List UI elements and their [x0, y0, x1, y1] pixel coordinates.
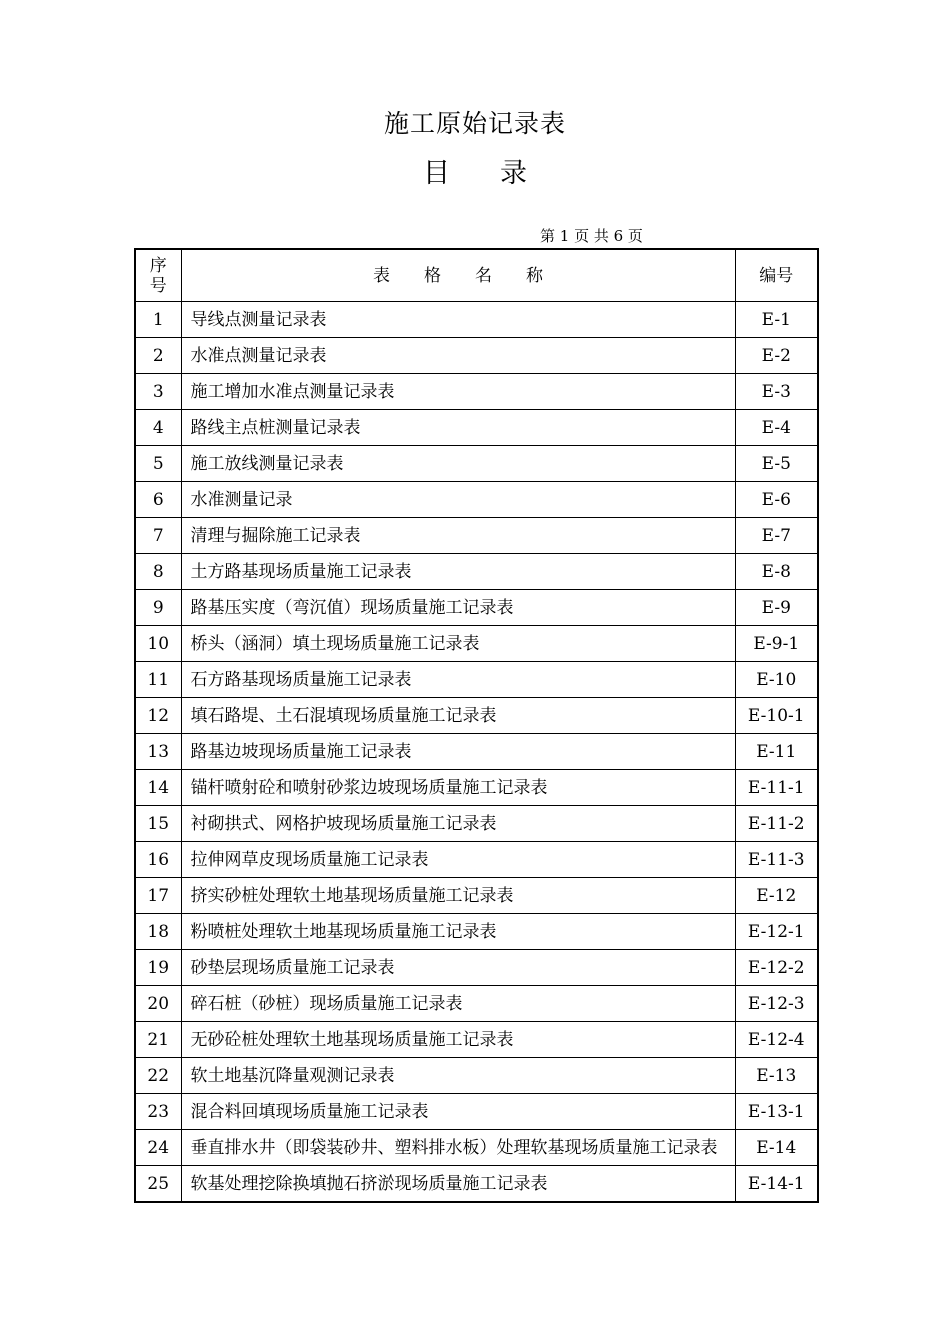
row-form-code: E-7 — [735, 518, 818, 554]
row-form-code: E-8 — [735, 554, 818, 590]
row-number: 25 — [135, 1166, 181, 1203]
subtitle-char: 录 — [500, 158, 527, 189]
row-form-name: 砂垫层现场质量施工记录表 — [181, 950, 735, 986]
row-form-name: 土方路基现场质量施工记录表 — [181, 554, 735, 590]
row-form-name: 路基边坡现场质量施工记录表 — [181, 734, 735, 770]
row-form-code: E-14 — [735, 1130, 818, 1166]
row-form-name: 填石路堤、土石混填现场质量施工记录表 — [181, 698, 735, 734]
table-row — [135, 518, 818, 554]
row-form-name: 软基处理挖除换填抛石挤淤现场质量施工记录表 — [181, 1166, 735, 1203]
table-row — [135, 482, 818, 518]
table-row — [135, 950, 818, 986]
row-form-code: E-12-1 — [735, 914, 818, 950]
table-row — [135, 662, 818, 698]
row-form-name: 水准测量记录 — [181, 482, 735, 518]
contents-table — [134, 248, 819, 1203]
table-row — [135, 554, 818, 590]
row-form-code: E-11-2 — [735, 806, 818, 842]
table-row — [135, 806, 818, 842]
row-form-code: E-10-1 — [735, 698, 818, 734]
row-form-name: 桥头（涵洞）填土现场质量施工记录表 — [181, 626, 735, 662]
row-number: 5 — [135, 446, 181, 482]
row-number: 13 — [135, 734, 181, 770]
row-number: 23 — [135, 1094, 181, 1130]
row-form-code: E-12-4 — [735, 1022, 818, 1058]
header-name-char: 名 — [475, 265, 492, 286]
row-number: 12 — [135, 698, 181, 734]
table-row — [135, 1166, 818, 1203]
row-form-name: 路线主点桩测量记录表 — [181, 410, 735, 446]
table-row — [135, 770, 818, 806]
row-number: 3 — [135, 374, 181, 410]
row-number: 9 — [135, 590, 181, 626]
table-row — [135, 338, 818, 374]
row-number: 22 — [135, 1058, 181, 1094]
table-body — [135, 302, 818, 1203]
table-row — [135, 302, 818, 338]
row-form-name: 路基压实度（弯沉值）现场质量施工记录表 — [181, 590, 735, 626]
row-form-code: E-6 — [735, 482, 818, 518]
row-form-code: E-9 — [735, 590, 818, 626]
row-form-name: 施工放线测量记录表 — [181, 446, 735, 482]
table-row — [135, 590, 818, 626]
header-name-char: 格 — [424, 265, 441, 286]
row-form-name: 挤实砂桩处理软土地基现场质量施工记录表 — [181, 878, 735, 914]
row-number: 6 — [135, 482, 181, 518]
table-row — [135, 842, 818, 878]
row-number: 20 — [135, 986, 181, 1022]
row-number: 21 — [135, 1022, 181, 1058]
row-form-code: E-13 — [735, 1058, 818, 1094]
row-number: 7 — [135, 518, 181, 554]
table-row — [135, 446, 818, 482]
row-form-name: 碎石桩（砂桩）现场质量施工记录表 — [181, 986, 735, 1022]
row-number: 8 — [135, 554, 181, 590]
header-number-label — [136, 256, 181, 296]
row-number: 18 — [135, 914, 181, 950]
row-form-code: E-2 — [735, 338, 818, 374]
row-form-code: E-12-2 — [735, 950, 818, 986]
header-name — [181, 249, 735, 302]
header-number-char: 序 — [149, 255, 167, 276]
row-form-name: 施工增加水准点测量记录表 — [181, 374, 735, 410]
row-form-code: E-1 — [735, 302, 818, 338]
row-form-name: 粉喷桩处理软土地基现场质量施工记录表 — [181, 914, 735, 950]
row-form-name: 混合料回填现场质量施工记录表 — [181, 1094, 735, 1130]
row-form-name: 软土地基沉降量观测记录表 — [181, 1058, 735, 1094]
header-name-char: 表 — [373, 265, 390, 286]
row-form-code: E-12 — [735, 878, 818, 914]
document-title: 施工原始记录表 — [383, 109, 566, 138]
table-row — [135, 734, 818, 770]
row-form-code: E-10 — [735, 662, 818, 698]
header-number-char: 号 — [149, 275, 167, 296]
row-form-code: E-9-1 — [735, 626, 818, 662]
row-form-code: E-11-1 — [735, 770, 818, 806]
row-number: 19 — [135, 950, 181, 986]
row-form-code: E-13-1 — [735, 1094, 818, 1130]
row-number: 15 — [135, 806, 181, 842]
subtitle-char: 目 — [423, 158, 450, 189]
header-code: 编号 — [735, 249, 818, 302]
row-number: 24 — [135, 1130, 181, 1166]
table-row — [135, 914, 818, 950]
table-row — [135, 626, 818, 662]
table-row — [135, 374, 818, 410]
row-form-code: E-11 — [735, 734, 818, 770]
row-form-name: 无砂砼桩处理软土地基现场质量施工记录表 — [181, 1022, 735, 1058]
row-number: 4 — [135, 410, 181, 446]
row-number: 2 — [135, 338, 181, 374]
row-form-code: E-3 — [735, 374, 818, 410]
document-subtitle — [0, 155, 950, 193]
header-number — [135, 249, 181, 302]
row-form-name: 拉伸网草皮现场质量施工记录表 — [181, 842, 735, 878]
row-form-code: E-11-3 — [735, 842, 818, 878]
row-form-code: E-4 — [735, 410, 818, 446]
row-number: 10 — [135, 626, 181, 662]
row-form-name: 衬砌拱式、网格护坡现场质量施工记录表 — [181, 806, 735, 842]
page-indicator: 第 1 页 共 6 页 — [540, 227, 643, 245]
row-form-code: E-12-3 — [735, 986, 818, 1022]
row-number: 11 — [135, 662, 181, 698]
row-form-name: 垂直排水井（即袋装砂井、塑料排水板）处理软基现场质量施工记录表 — [181, 1130, 735, 1166]
header-name-char: 称 — [526, 265, 543, 286]
table-row — [135, 878, 818, 914]
table-row — [135, 1130, 818, 1166]
table-row — [135, 1022, 818, 1058]
row-form-name: 锚杆喷射砼和喷射砂浆边坡现场质量施工记录表 — [181, 770, 735, 806]
row-form-code: E-14-1 — [735, 1166, 818, 1203]
row-form-name: 水准点测量记录表 — [181, 338, 735, 374]
table-row — [135, 1058, 818, 1094]
table-row — [135, 986, 818, 1022]
table-row — [135, 410, 818, 446]
row-number: 16 — [135, 842, 181, 878]
row-number: 17 — [135, 878, 181, 914]
table-header-row — [135, 249, 818, 302]
row-form-name: 导线点测量记录表 — [181, 302, 735, 338]
row-form-code: E-5 — [735, 446, 818, 482]
row-number: 14 — [135, 770, 181, 806]
row-form-name: 石方路基现场质量施工记录表 — [181, 662, 735, 698]
table-row — [135, 698, 818, 734]
row-number: 1 — [135, 302, 181, 338]
row-form-name: 清理与掘除施工记录表 — [181, 518, 735, 554]
table-row — [135, 1094, 818, 1130]
